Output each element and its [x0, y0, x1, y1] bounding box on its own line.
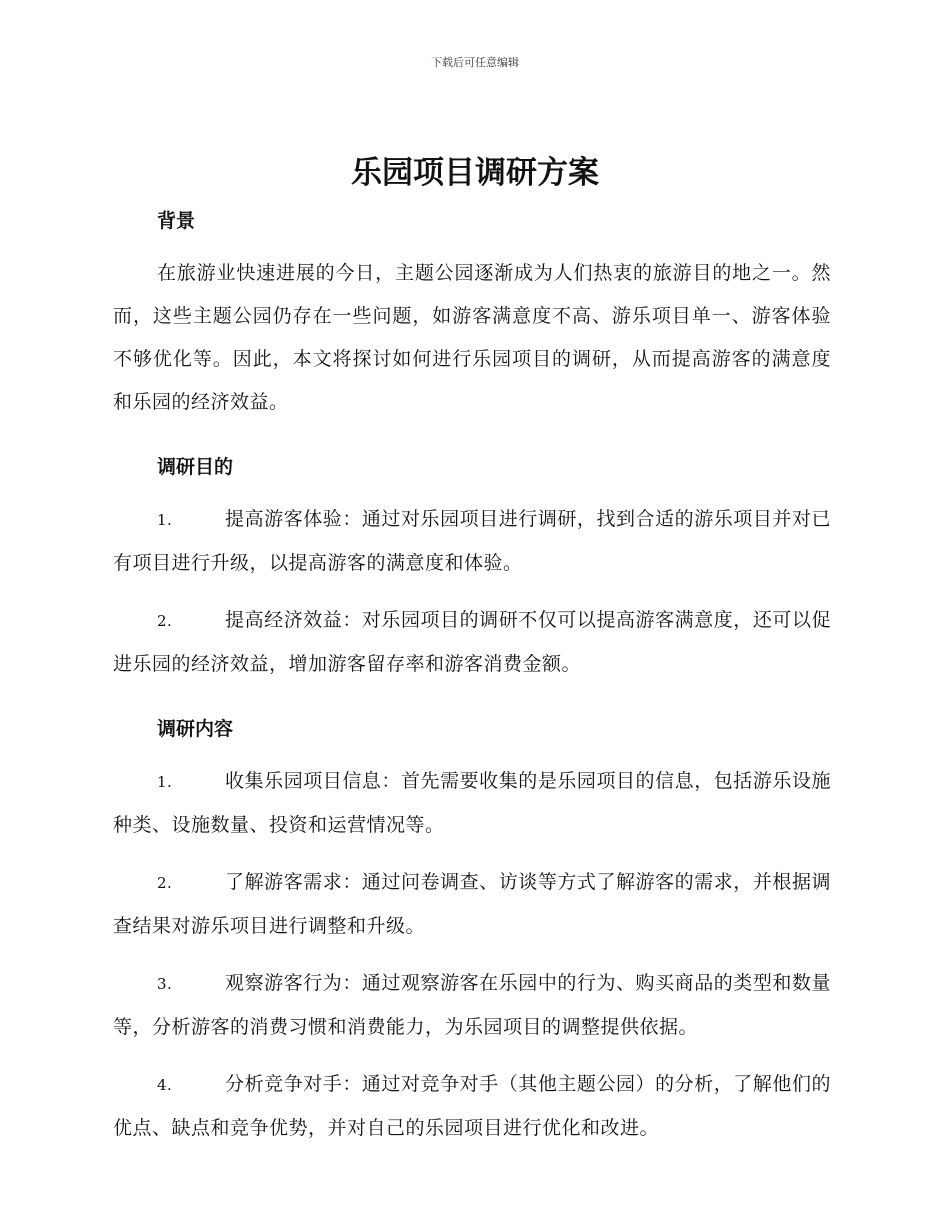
list-item-text: 了解游客需求：通过问卷调查、访谈等方式了解游客的需求，并根据调查结果对游乐项目进行调整和升级。: [113, 871, 831, 937]
list-item-text: 收集乐园项目信息：首先需要收集的是乐园项目的信息，包括游乐设施种类、设施数量、投资和运营情况等。: [113, 770, 831, 836]
list-item-text: 分析竞争对手：通过对竞争对手（其他主题公园）的分析，了解他们的优点、缺点和竞争优势，并对自己的乐园项目进行优化和改进。: [113, 1073, 831, 1139]
list-number: 1.: [157, 773, 173, 791]
list-item-text: 提高经济效益：对乐园项目的调研不仅可以提高游客满意度，还可以促进乐园的经济效益，增加游客留存率和游客消费金额。: [113, 609, 831, 675]
list-item: [113, 599, 831, 686]
list-number: 1.: [157, 511, 173, 529]
list-item: [113, 498, 831, 585]
list-number: 2.: [157, 874, 173, 892]
section-heading-purpose: 调研目的: [157, 456, 234, 478]
list-item: [113, 962, 831, 1049]
list-number: 3.: [157, 975, 173, 993]
list-item: [113, 760, 831, 847]
page-header: 下载后可任意编辑: [431, 56, 519, 69]
list-number: 2.: [157, 612, 173, 630]
list-item: [113, 1063, 831, 1150]
section-heading-background: 背景: [157, 210, 196, 232]
document-body: [113, 204, 831, 1164]
document-title: 乐园项目调研方案: [351, 155, 599, 191]
list-item-text: 提高游客体验：通过对乐园项目进行调研，找到合适的游乐项目并对已有项目进行升级，以提高游客的满意度和体验。: [113, 508, 831, 574]
list-number: 4.: [157, 1076, 173, 1094]
background-paragraph: 在旅游业快速进展的今日，主题公园逐渐成为人们热衷的旅游目的地之一。然而，这些主题公园仍存在一些问题，如游客满意度不高、游乐项目单一、游客体验不够优化等。因此，本文将探讨如何进行乐园项目的调研，从而提高游客的满意度和乐园的经济效益。: [113, 262, 831, 413]
section-heading-content: 调研内容: [157, 718, 234, 740]
list-item: [113, 861, 831, 948]
list-item-text: 观察游客行为：通过观察游客在乐园中的行为、购买商品的类型和数量等，分析游客的消费习惯和消费能力，为乐园项目的调整提供依据。: [113, 972, 831, 1038]
